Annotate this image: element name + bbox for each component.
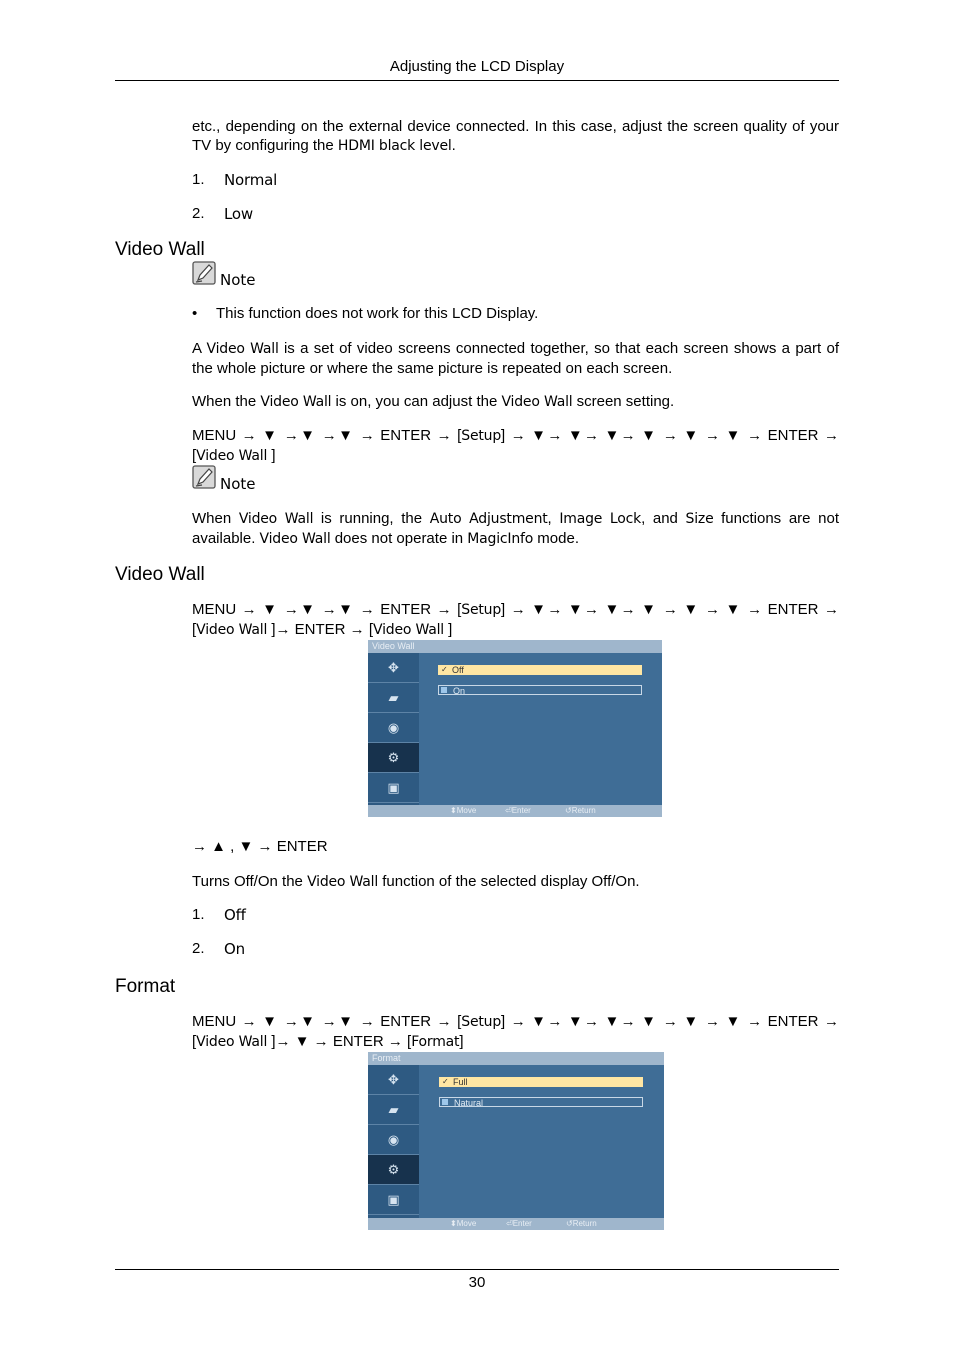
menu-format: Format [411,1034,460,1050]
menu-path-text: MENU → ▼ →▼ →▼ → ENTER → [ [192,601,462,618]
menu-setup: Setup [461,1014,502,1030]
osd-option-label: Off [452,665,464,675]
term: Size [685,511,714,527]
menu-path-text: MENU → ▼ →▼ →▼ → ENTER → [ [192,427,462,444]
osd-setup-gear-icon: ⚙ [368,743,419,773]
hdmi-option-num-2: 2. [192,205,205,222]
osd-sound-icon: ◉ [368,713,419,743]
term-video-wall: Video Wall [260,394,332,410]
term-video-wall: Video Wall [501,394,573,410]
term: Auto Adjustment [429,511,548,527]
osd-multi-control-icon: ▣ [368,1185,419,1215]
osd-return-hint: ↺ Return [565,806,596,815]
term: MagicInfo [467,531,534,547]
vw-option-off: Off [224,906,246,924]
hdmi-option-num-1: 1. [192,171,205,188]
menu-path-video-wall-2 [192,600,839,640]
text: A [192,340,207,357]
text: , and [641,510,686,527]
menu-setup: Setup [461,602,502,618]
text: screen setting. [572,393,675,410]
video-wall-description [192,339,839,378]
osd-return-label: Return [571,806,596,815]
osd-option-full[interactable] [439,1077,643,1087]
check-icon: ✓ [442,1077,449,1086]
option-box-icon [442,1099,448,1105]
text: mode. [533,530,579,547]
turns-off-on-paragraph [192,872,839,892]
header-rule [115,80,839,81]
osd-multi-control-icon: ▣ [368,773,419,803]
text: does not operate in [330,530,468,547]
text: When the [192,393,261,410]
osd-sidebar [368,1065,419,1218]
text: is running, the [313,510,430,527]
osd-option-off[interactable] [438,665,642,675]
text: is on, you can adjust the [331,393,502,410]
osd-move-hint: ⬍ Move [450,806,477,815]
osd-title: Video Wall [368,640,662,653]
vw-option-num-1: 1. [192,906,205,923]
note-block [192,261,256,289]
menu-path-text: ] [459,1033,464,1050]
vw-option-num-2: 2. [192,940,205,957]
text: Turns Off/On the [192,873,308,890]
osd-move-hint: ⬍ Move [450,1219,477,1228]
menu-setup: Setup [461,428,502,444]
section-heading-video-wall-2: Video Wall [115,564,205,585]
menu-path-text: ] [267,447,276,464]
osd-footer [368,1218,664,1230]
osd-footer [368,805,662,817]
osd-enter-hint: ⏎ Enter [506,1219,532,1228]
menu-path-text: ] [443,621,453,638]
term-video-wall: Video Wall [206,341,279,357]
option-box-icon [441,687,447,693]
text: is a set of video screens connected together, so that each screen shows a part of the whole picture or where the same picture is repeated on each screen. [192,340,839,377]
section-heading-video-wall: Video Wall [115,239,205,260]
osd-input-icon: ✥ [368,1065,419,1095]
osd-video-wall-screen [368,640,662,817]
menu-path-text: ]→ ENTER → [ [267,621,373,638]
intro-bold-term: HDMI black level [337,138,452,154]
osd-option-label: Full [453,1077,468,1087]
menu-path-text: ] → ▼→ ▼→ ▼→ ▼ → ▼ → ▼ → ENTER → [ [192,427,839,464]
menu-video-wall: Video Wall [196,448,268,464]
section-heading-format: Format [115,976,176,997]
osd-move-label: Move [456,806,477,815]
osd-enter-label: Enter [511,806,531,815]
menu-path-text: ] → ▼→ ▼→ ▼→ ▼ → ▼ → ▼ → ENTER → [ [192,1013,839,1050]
hdmi-option-low: Low [224,205,253,223]
menu-path-video-wall [192,426,839,466]
osd-picture-icon: ▰ [368,1095,419,1125]
osd-sidebar [368,653,419,805]
text: functions are not available. [192,510,839,547]
osd-option-natural[interactable] [439,1097,643,1107]
menu-video-wall: Video Wall [196,1034,268,1050]
osd-return-label: Return [572,1219,597,1228]
menu-path-text: ] → ▼→ ▼→ ▼→ ▼ → ▼ → ▼ → ENTER → [ [192,601,839,638]
menu-path-format [192,1012,839,1052]
osd-move-label: Move [456,1219,477,1228]
osd-setup-gear-icon: ⚙ [368,1155,419,1185]
text: function of the selected display Off/On. [378,873,640,890]
video-wall-on-paragraph [192,392,839,412]
note-label: Note [220,271,256,289]
osd-format-screen [368,1052,664,1230]
intro-paragraph [192,117,839,156]
video-wall-restrictions [192,509,839,549]
osd-return-hint: ↺ Return [566,1219,597,1228]
page-header-title: Adjusting the LCD Display [389,58,565,75]
menu-video-wall: Video Wall [196,622,268,638]
osd-option-label: Natural [454,1098,484,1108]
osd-picture-icon: ▰ [368,683,419,713]
note-pencil-icon [192,261,216,285]
check-icon: ✓ [441,665,448,674]
hdmi-option-normal: Normal [224,171,278,189]
note-block-2 [192,465,256,493]
osd-option-label: On [453,686,466,696]
note-label: Note [220,475,256,493]
menu-video-wall: Video Wall [373,622,444,638]
bullet-text: This function does not work for this LCD Display. [216,305,539,322]
note-pencil-icon [192,465,216,489]
osd-input-icon: ✥ [368,653,419,683]
text: , [547,510,560,527]
term: Image Lock [559,511,642,527]
osd-title: Format [368,1052,664,1065]
intro-text-end: . [451,137,456,154]
term: Video Wall [259,531,331,547]
term-video-wall: Video Wall [307,874,379,890]
term: Video Wall [238,511,314,527]
osd-sound-icon: ◉ [368,1125,419,1155]
page-number: 30 [468,1274,486,1291]
osd-option-on[interactable] [438,685,642,695]
osd-enter-label: Enter [512,1219,532,1228]
footer-rule [115,1269,839,1270]
navigation-hint: → ▲ , ▼ → ENTER [192,838,328,855]
menu-path-text: ]→ ▼ → ENTER → [ [267,1033,412,1050]
intro-text: etc., depending on the external device connected. In this case, adjust the screen quality of your TV by configuring the [192,118,839,154]
bullet-mark: • [192,305,198,322]
osd-enter-hint: ⏎ Enter [505,806,531,815]
menu-path-text: MENU → ▼ →▼ →▼ → ENTER → [ [192,1013,462,1030]
vw-option-on: On [224,940,245,958]
text: When [192,510,239,527]
